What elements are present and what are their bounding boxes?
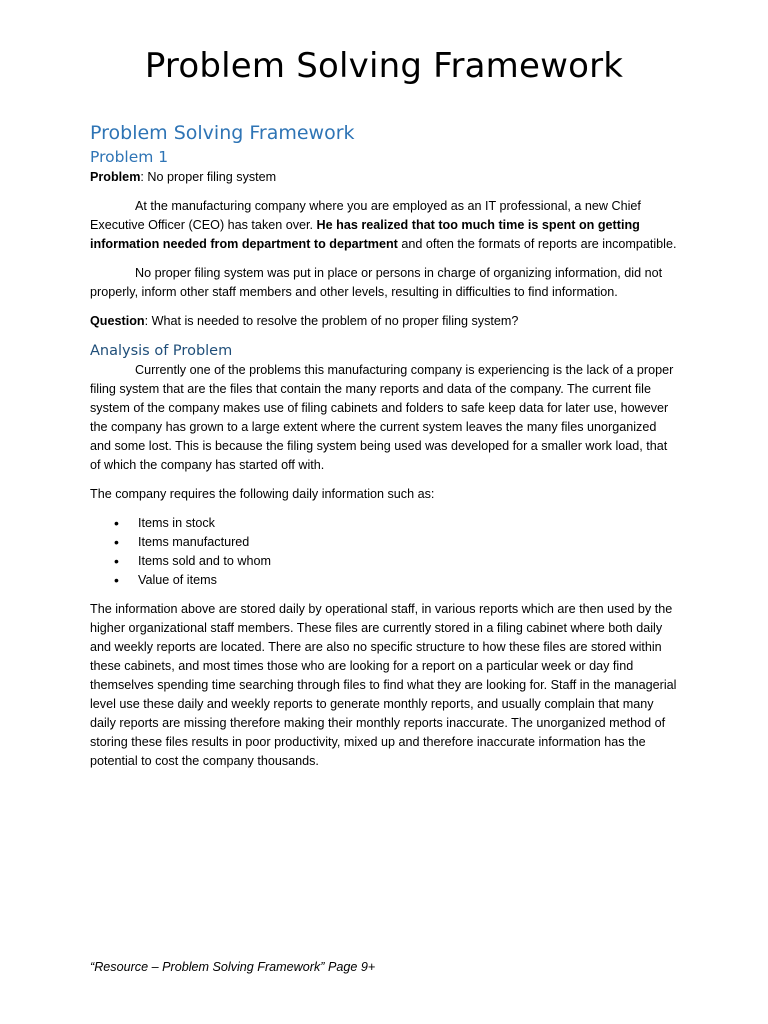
paragraph-filing: No proper filing system was put in place or persons in charge of organizing information, did not properly, inform other staff members and other levels, resulting in difficulties to find information.	[90, 266, 663, 299]
paragraph-analysis: Currently one of the problems this manufacturing company is experiencing is the lack of a proper filing system that are the files that contain the many reports and data of the company. The current file system of the company makes use of filing cabinets and folders to safe keep data for later use, however the company has grown to a large extent where the current system leaves the many files unorganized and some lost. This is because the filing system being used was developed for a smaller work load, that of which the company has started off with.	[90, 363, 674, 472]
problem-text: : No proper filing system	[140, 170, 277, 184]
daily-info-list	[90, 514, 680, 590]
list-item: • Items sold and to whom	[138, 552, 680, 571]
paragraph-ceo	[90, 197, 680, 254]
heading-main: Problem Solving Framework	[90, 122, 355, 144]
question-label: Question	[90, 314, 145, 328]
page-footer: “Resource – Problem Solving Framework” Page 9+	[90, 960, 376, 974]
para1-bold-text: He has realized that too much time is spent on getting information needed from department to department	[90, 218, 640, 251]
heading-problem: Problem 1	[90, 148, 169, 166]
document-title: Problem Solving Framework	[144, 46, 624, 86]
question-line	[90, 312, 680, 331]
heading-analysis: Analysis of Problem	[90, 343, 233, 359]
list-item: • Value of items	[138, 571, 680, 590]
list-item: • Items in stock	[138, 514, 680, 533]
question-text: : What is needed to resolve the problem of no proper filing system?	[144, 314, 519, 328]
problem-line	[90, 168, 680, 187]
problem-label: Problem	[90, 170, 141, 184]
list-item: • Items manufactured	[138, 533, 680, 552]
para1-text-a: At the manufacturing company where you are employed as an IT professional, a new Chief Executive Officer (CEO) has taken over.	[90, 199, 641, 232]
document-body	[90, 120, 680, 781]
paragraph-closing: The information above are stored daily by operational staff, in various reports which are then used by the higher organizational staff members. These files are currently stored in a filing cabinet where both daily and weekly reports are located. There are also no specific structure to how these files are stored within these cabinets, and most times those who are looking for a report on a particular week or day find themselves spending time searching through files to find what they are looking for. Staff in the managerial level use these daily and weekly reports to generate monthly reports, and usually complain that many daily reports are missing therefore making their monthly reports inaccurate. The unorganized method of storing these files results in poor productivity, mixed up and therefore inaccurate information has the potential to cost the company thousands.	[90, 602, 677, 768]
para1-text-b: and often the formats of reports are incompatible.	[397, 237, 677, 251]
paragraph-daily-intro: The company requires the following daily information such as:	[90, 487, 435, 501]
